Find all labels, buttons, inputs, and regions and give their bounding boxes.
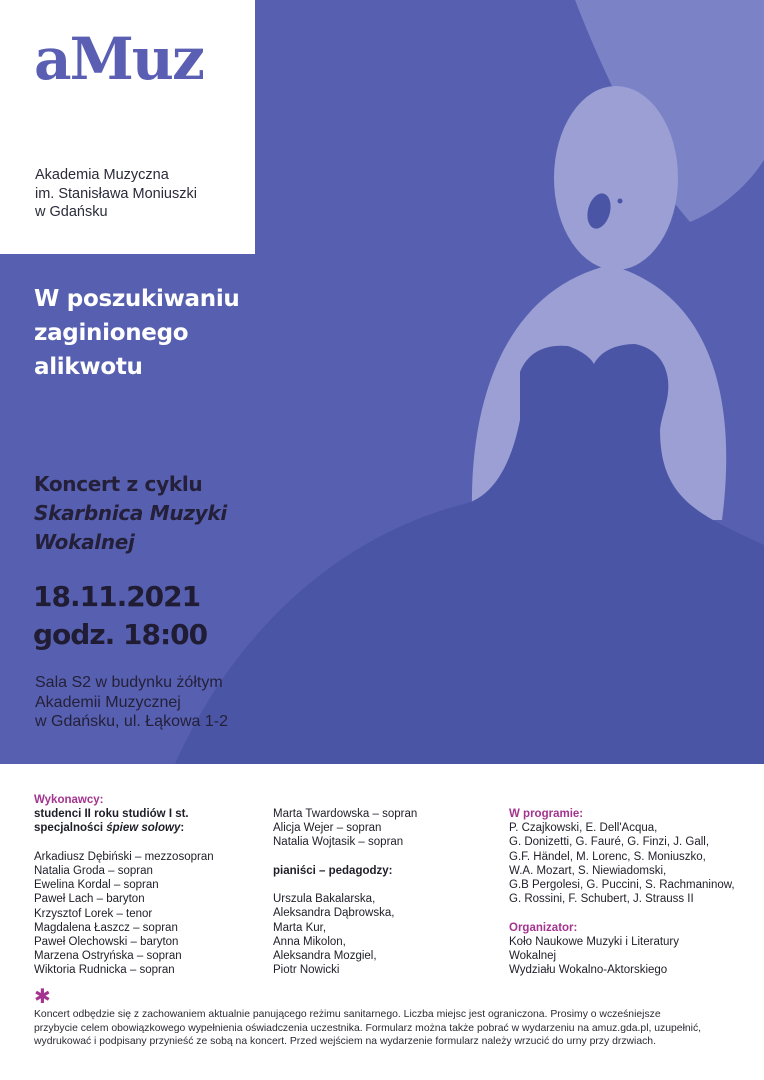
program-line: G.F. Händel, M. Lorenc, S. Moniuszko, — [509, 850, 706, 863]
spacer — [509, 906, 735, 920]
performers-heading: Wykonawcy: — [34, 794, 104, 806]
performers-column — [34, 793, 214, 978]
pianist-item: Piotr Nowicki — [273, 964, 340, 977]
program-line: W.A. Mozart, S. Niewiadomski, — [509, 864, 667, 877]
specialty-prefix: specjalności — [34, 822, 107, 835]
pianist-item: Aleksandra Dąbrowska, — [273, 907, 395, 920]
pianist-item: Marta Kur, — [273, 921, 327, 934]
event-time: godz. 18:00 — [33, 618, 208, 651]
note-line: Koncert odbędzie się z zachowaniem aktualnie panującego reżimu sanitarnego. Liczba miejsc jest ograniczona. Prosimy o wcześniejsze — [34, 1009, 661, 1020]
event-datetime — [33, 578, 207, 654]
singer-item: Ewelina Kordal – sopran — [34, 879, 159, 892]
organizer-line: Wydziału Wokalno-Aktorskiego — [509, 964, 668, 977]
venue-line: w Gdańsku, ul. Łąkowa 1-2 — [35, 713, 228, 730]
series-name-line: Wokalnej — [34, 530, 135, 554]
amuz-logo: aMuz — [34, 25, 203, 93]
singer-item: Marta Twardowska – sopran — [273, 808, 418, 820]
series-name-line: Skarbnica Muzyki — [34, 501, 227, 525]
program-line: G. Rossini, F. Schubert, J. Strauss II — [509, 893, 694, 906]
event-title — [34, 282, 274, 384]
logo-panel — [0, 0, 255, 254]
singer-item: Paweł Olechowski – baryton — [34, 936, 179, 949]
singer-item: Wiktoria Rudnicka – sopran — [34, 964, 175, 977]
program-line: G. Donizetti, G. Fauré, G. Finzi, J. Gall, — [509, 836, 710, 849]
pianist-item: Aleksandra Mozgiel, — [273, 950, 377, 962]
singer-item: Arkadiusz Dębiński – mezzosopran — [34, 850, 214, 863]
academy-line: im. Stanisława Moniuszki — [35, 185, 197, 202]
event-date: 18.11.2021 — [33, 580, 201, 613]
program-line: P. Czajkowski, E. Dell'Acqua, — [509, 822, 658, 835]
note-line: przybycie celem obowiązkowego wypełnienia oświadczenia uczestnika. Formularz można także pobrać w wydarzeniu na amuz.gda.pl, uzupełnić, — [34, 1022, 702, 1034]
academy-line: Akademia Muzyczna — [35, 167, 169, 183]
concert-series — [34, 470, 227, 557]
asterisk-icon: ✱ — [34, 984, 51, 1008]
program-line: G.B Pergolesi, G. Puccini, S. Rachmaninow, — [509, 879, 735, 892]
singer-item: Marzena Ostryńska – sopran — [34, 950, 182, 963]
performers-group: studenci II roku studiów I st. — [34, 808, 189, 821]
spacer — [34, 836, 214, 850]
singer-item: Paweł Lach – baryton — [34, 893, 145, 906]
academy-line: w Gdańsku — [35, 204, 108, 220]
note-line: wydrukować i podpisany przynieść ze sobą na koncert. Przed wejściem na wydarzenie formularz należy wrzucić do urny przy drzwiach. — [34, 1036, 656, 1047]
face-shape — [554, 86, 678, 270]
event-venue — [35, 673, 228, 732]
singer-item: Krzysztof Lorek – tenor — [34, 907, 153, 920]
organizer-heading: Organizator: — [509, 921, 578, 934]
organizer-line: Koło Naukowe Muzyki i Literatury — [509, 935, 680, 948]
venue-line: Akademii Muzycznej — [35, 693, 181, 711]
organizer-line: Wokalnej — [509, 950, 557, 963]
pianist-item: Urszula Bakalarska, — [273, 893, 376, 906]
program-column — [509, 807, 735, 977]
title-line: W poszukiwaniu — [34, 286, 240, 312]
pianist-item: Anna Mikolon, — [273, 935, 346, 948]
program-heading: W programie: — [509, 808, 584, 820]
performers-column-2 — [273, 807, 417, 977]
singer-item: Natalia Wojtasik – sopran — [273, 836, 404, 849]
specialty-name: śpiew solowy — [106, 822, 181, 835]
singer-item: Natalia Groda – sopran — [34, 865, 153, 877]
title-line: alikwotu — [34, 354, 143, 380]
specialty-suffix: : — [180, 822, 185, 835]
series-intro: Koncert z cyklu — [34, 472, 203, 496]
title-line: zaginionego — [34, 320, 189, 346]
spacer — [273, 878, 417, 892]
singer-item: Alicja Wejer – sopran — [273, 822, 382, 835]
singer-item: Magdalena Łaszcz – sopran — [34, 921, 178, 934]
pianists-heading: pianiści – pedagodzy: — [273, 864, 393, 877]
performers-specialty — [34, 821, 214, 835]
dot-shape — [618, 199, 623, 204]
academy-name — [35, 166, 197, 222]
spacer — [273, 850, 417, 864]
sanitary-note — [34, 1008, 734, 1049]
venue-line: Sala S2 w budynku żółtym — [35, 674, 223, 691]
